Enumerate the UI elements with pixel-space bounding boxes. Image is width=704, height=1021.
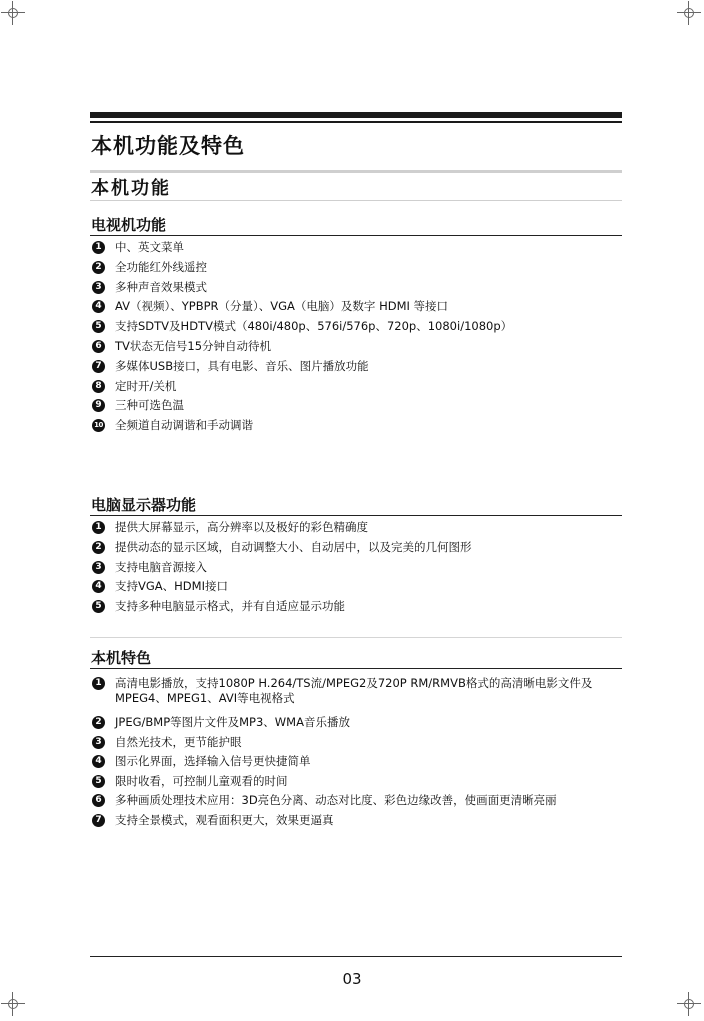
features-section-heading: 本机特色 — [91, 649, 152, 667]
registration-mark-bottom-left — [1, 992, 25, 1016]
page-number: 03 — [342, 970, 362, 988]
pc-section-heading: 电脑显示器功能 — [91, 496, 197, 514]
features-section-rule — [90, 668, 622, 669]
number-badge: 5 — [92, 600, 105, 613]
number-badge: 6 — [92, 794, 105, 807]
number-badge: 5 — [92, 320, 105, 333]
list-item: 7 多媒体USB接口，具有电影、音乐、图片播放功能 — [92, 359, 632, 379]
number-badge: 2 — [92, 716, 105, 729]
number-badge: 7 — [92, 814, 105, 827]
number-badge: 4 — [92, 580, 105, 593]
list-item: 5 支持SDTV及HDTV模式（480i/480p、576i/576p、720p、1080i/1080p） — [92, 319, 632, 339]
pc-feature-list — [92, 520, 632, 619]
tv-feature-list — [92, 240, 632, 438]
number-badge: 8 — [92, 380, 105, 393]
registration-mark-top-left — [1, 1, 25, 25]
number-badge: 3 — [92, 281, 105, 294]
list-item: 1 中、英文菜单 — [92, 240, 632, 260]
registration-mark-bottom-right — [677, 992, 701, 1016]
number-badge: 3 — [92, 736, 105, 749]
list-item: 6 TV状态无信号15分钟自动待机 — [92, 339, 632, 359]
number-badge: 9 — [92, 399, 105, 412]
list-item: 2 全功能红外线遥控 — [92, 260, 632, 280]
list-item: 3 自然光技术，更节能护眼 — [92, 735, 632, 755]
list-item: 4 图示化界面，选择输入信号更快捷简单 — [92, 754, 632, 774]
list-item: 8 定时开/关机 — [92, 379, 632, 399]
number-badge: 7 — [92, 360, 105, 373]
subtitle: 本机功能 — [91, 178, 171, 199]
list-item: 3 多种声音效果模式 — [92, 280, 632, 300]
list-item: 9 三种可选色温 — [92, 398, 632, 418]
subtitle-divider — [90, 200, 622, 201]
number-badge: 1 — [92, 677, 105, 690]
number-badge: 6 — [92, 340, 105, 353]
number-badge: 3 — [92, 561, 105, 574]
title-divider — [90, 170, 622, 173]
list-item: 1 提供大屏幕显示，高分辨率以及极好的彩色精确度 — [92, 520, 632, 540]
list-item: 3 支持电脑音源接入 — [92, 560, 632, 580]
list-item: 7 支持全景模式，观看面积更大，效果更逼真 — [92, 813, 632, 833]
list-item: 2 JPEG/BMP等图片文件及MP3、WMA音乐播放 — [92, 715, 632, 735]
page-title: 本机功能及特色 — [91, 134, 245, 158]
features-top-rule — [90, 637, 622, 638]
number-badge: 1 — [92, 521, 105, 534]
features-list — [92, 676, 632, 833]
tv-section-rule — [90, 235, 622, 236]
list-item: 4 支持VGA、HDMI接口 — [92, 579, 632, 599]
number-badge: 4 — [92, 300, 105, 313]
registration-mark-top-right — [677, 1, 701, 25]
list-item: 4 AV（视频）、YPBPR（分量）、VGA（电脑）及数字 HDMI 等接口 — [92, 299, 632, 319]
list-item: 1 高清电影播放，支持1080P H.264/TS流/MPEG2及720P RM/RMVB格式的高清晰电影文件及 MPEG4、MPEG1、AVI等电视格式 — [92, 676, 632, 715]
number-badge: 4 — [92, 755, 105, 768]
header-rule-thin — [90, 121, 622, 123]
tv-section-heading: 电视机功能 — [91, 216, 167, 234]
header-rule-thick — [90, 112, 622, 118]
number-badge: 10 — [92, 419, 105, 432]
pc-section-rule — [90, 515, 622, 516]
number-badge: 2 — [92, 541, 105, 554]
number-badge: 5 — [92, 775, 105, 788]
number-badge: 2 — [92, 261, 105, 274]
footer-rule — [90, 956, 622, 957]
list-item: 2 提供动态的显示区域，自动调整大小、自动居中，以及完美的几何图形 — [92, 540, 632, 560]
list-item: 5 限时收看，可控制儿童观看的时间 — [92, 774, 632, 794]
list-item: 5 支持多种电脑显示格式，并有自适应显示功能 — [92, 599, 632, 619]
number-badge: 1 — [92, 241, 105, 254]
list-item: 6 多种画质处理技术应用：3D亮色分离、动态对比度、彩色边缘改善，使画面更清晰亮丽 — [92, 793, 632, 813]
list-item: 10 全频道自动调谐和手动调谐 — [92, 418, 632, 438]
